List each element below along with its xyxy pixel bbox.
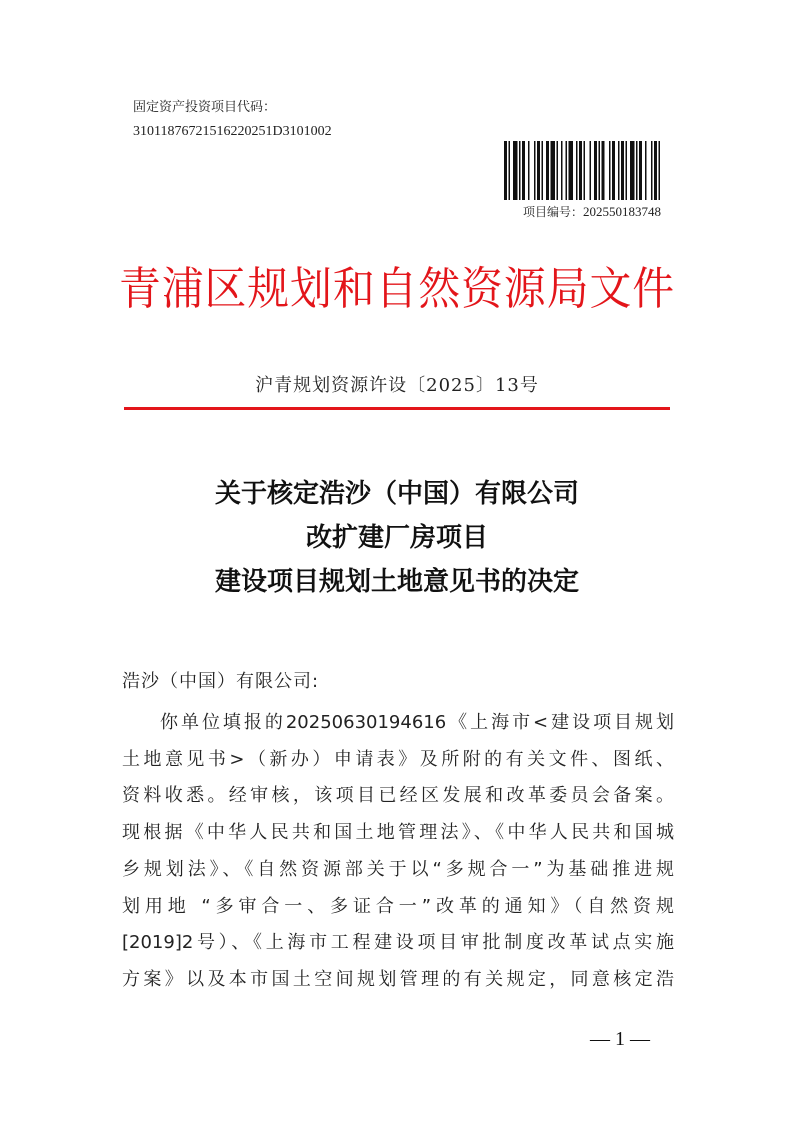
barcode-icon (504, 141, 661, 200)
document-title (0, 472, 794, 604)
investment-code-label: 固定资产投资项目代码： (133, 100, 277, 115)
project-number-value: 202550183748 (583, 204, 661, 219)
title-line: 关于核定浩沙（中国）有限公司 (214, 479, 579, 509)
body-line: 方案》以及本市国土空间规划管理的有关规定，同意核定浩 (122, 968, 674, 990)
project-number (523, 203, 661, 220)
body-line: [2019]2号）、《上海市工程建设项目审批制度改革试点实施 (122, 932, 674, 954)
body-line: 划用地 “多审合一、多证合一”改革的通知》（自然资规 (122, 895, 674, 917)
body-line: 乡规划法》、《自然资源部关于以“多规合一”为基础推进规 (122, 858, 674, 880)
title-line: 建设项目规划土地意见书的决定 (214, 567, 579, 597)
body-line: 你单位填报的20250630194616《上海市<建设项目规划 (160, 712, 674, 733)
investment-code-block (133, 96, 332, 144)
body-line: 土地意见书>（新办）申请表》及所附的有关文件、图纸、 (122, 748, 674, 770)
addressee: 浩沙（中国）有限公司: (122, 671, 320, 692)
project-number-label: 项目编号： (522, 205, 583, 219)
body-line: 现根据《中华人民共和国土地管理法》、《中华人民共和国城 (122, 822, 674, 844)
agency-title: 青浦区规划和自然资源局文件 (118, 262, 676, 315)
body-paragraph (122, 705, 674, 999)
page-number: — 1 — (590, 1028, 650, 1050)
red-divider (124, 407, 670, 410)
title-line: 改扩建厂房项目 (305, 523, 488, 553)
document-number: 沪青规划资源许设〔2025〕13号 (255, 375, 539, 396)
investment-code-value: 31011876721516220251D3101002 (133, 124, 332, 139)
body-line: 资料收悉。经审核，该项目已经区发展和改革委员会备案。 (122, 785, 674, 807)
